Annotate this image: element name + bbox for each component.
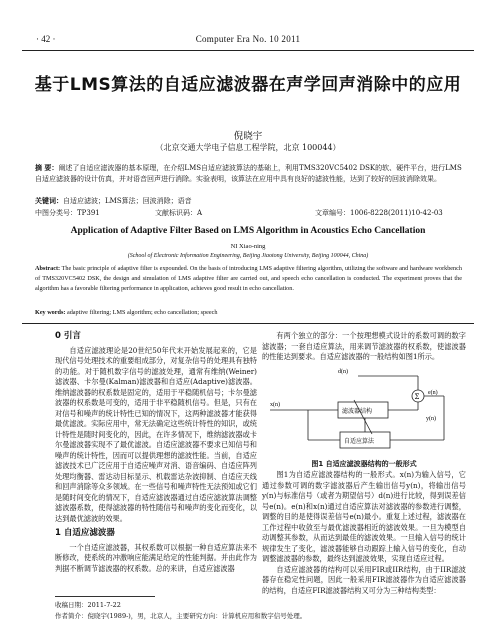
abstract-en-label: Abstract: — [35, 265, 61, 272]
diagram-label-d: d(n) — [338, 369, 348, 375]
received-date: 收稿日期：2011-7-22 — [55, 601, 121, 609]
section-0-heading: 0 引言 — [55, 331, 81, 341]
right-paragraph-2: 图1为自适应滤波器结构的一般形式。x(n)为输入信号，它通过参数可调的数字滤波器后产生输出信号y(n)，将输出信号y(n)与标准信号（或者为期望信号）d(n)进行比较，得到误差信号e(n)。e(n)和x(n)通过自适应算法对滤波器的参数进行调整，调整的目的是使得误差信号e(n)最小。重复上述过程，滤波器在工作过程中收敛至与最优滤波器相近的滤波效果。一旦为模型自动调整其参数，从而达到最佳的滤波效果。一旦输入信号的统计规律发生了变化，滤波器能够自动跟踪上输入信号的变化，自动调整滤波器的参数，最终达到滤波效果，实现自适应过程。 — [262, 470, 466, 563]
article-title-en: Application of Adaptive Filter Based on LMS Algorithm in Acoustics Echo Cancellation — [70, 226, 426, 236]
adaptive-filter-diagram — [268, 364, 454, 452]
keywords-cn-label: 关键词： — [35, 196, 63, 205]
abstract-cn-label: 摘 要： — [35, 163, 59, 172]
keywords-cn-text: 自适应滤波；LMS算法；回波消除；语音 — [63, 197, 192, 205]
algorithm-box-label: 自适应算法 — [344, 438, 375, 445]
keywords-cn — [35, 196, 462, 206]
keywords-en-text: adaptive filtering; LMS algorithm; echo cancellation; speech — [66, 309, 218, 316]
abstract-rule — [22, 323, 474, 324]
diagram-label-y: y(n) — [426, 416, 436, 422]
sum-symbol: Σ — [414, 393, 420, 401]
figure-caption: 图1 自适应滤波器结构的一般形式 — [311, 460, 417, 468]
abstract-en-text: The basic principle of adaptive filter is expounded. On the basis of introducing LMS adaptive filtering algorithm, utilizing the software and hardware workbench of TMS320VC5402 DSK, the design and simulation of LMS adaptive filter are carried out, and speech echo cancellation is conducted. The experiment proves that the algorithm has a favorable filtering performance in application, achieves good result in echo cancellation. — [35, 265, 462, 292]
keywords-en — [35, 309, 462, 316]
clc-number: 中图分类号：TP391 — [35, 209, 100, 217]
filter-box-label: 滤波器结构 — [342, 408, 373, 415]
doc-code: 文献标识码：A — [155, 209, 203, 217]
diagram-label-e: e(n) — [428, 390, 438, 396]
right-paragraph-1: 有两个独立的部分：一个按理想模式设计的系数可调的数字滤波器；一套自适应算法，用来调节滤波器的权系数，使滤波器的性能达到要求。自适应滤波器的一般结构如图1所示。 — [262, 331, 466, 361]
page-number: · 42 · — [36, 34, 56, 44]
running-header — [22, 34, 474, 48]
article-title-cn: 基于LMS算法的自适应滤波器在声学回声消除中的应用 — [34, 75, 462, 95]
diagram-label-x: x(n) — [270, 402, 280, 408]
right-column-top — [262, 331, 466, 363]
footnote-rule — [55, 596, 155, 597]
affiliation-cn: （北京交通大学电子信息工程学院，北京 100044） — [155, 143, 341, 152]
left-column — [55, 331, 257, 574]
right-column-bottom — [262, 470, 466, 596]
author-cn: 倪晓宇 — [233, 131, 263, 142]
section-1-paragraph: 一个自适应滤波器，其权系数可以根据一种自适应算法来不断修改，使系统的冲激响应能满足给定的性能判据。并由此作为判据不断调节滤波器的权系数。总的来讲，自适应滤波器 — [55, 542, 257, 573]
abstract-cn — [35, 162, 462, 185]
journal-issue: Computer Era No. 10 2011 — [195, 34, 301, 44]
section-1-heading: 1 自适应滤波器 — [55, 528, 115, 538]
abstract-cn-text: 阐述了自适应滤波器的基本原理，在介绍LMS自适应滤波算法的基础上，利用TMS320VC5402 DSK的软、硬件平台，进行LMS自适应滤波器的设计仿真，并对语音回声进行消除。实验表明，该算法在应用中具有良好的滤波性能，达到了较好的回波消除效果。 — [35, 164, 462, 183]
affiliation-en: (School of Electronic Information Engineering, Beijing Jiaotong University, Beijing 100044, China) — [127, 253, 369, 259]
header-rule — [22, 50, 474, 51]
article-number: 文章编号：1006-8228(2011)10-42-03 — [315, 209, 443, 217]
footnote — [55, 600, 465, 622]
section-0-paragraph: 自适应滤波理论是20世纪50年代末开始发展起来的，它是现代信号处理技术的重要组成部分，对复杂信号的处理具有独特的功能。对于随机数字信号的滤波处理，通常有维纳(Weiner)滤波器、卡尔曼(Kalman)滤波器和自适应(Adaptive)滤波器。维纳滤波器的权系数是固定的，适用于平稳随机信号；卡尔曼滤波器的权系数是可变的，适用于非平稳随机信号。但是，只有在对信号和噪声的统计特性已知的情况下，这两种滤波器才能获得最优滤波。实际应用中，常无法确定这些统计特性的知识，或统计特性是随时间变化的，因此，在许多情况下，维纳滤波器或卡尔曼滤波器实现不了最优滤波。自适应滤波器不要求已知信号和噪声的统计特性，因而可以提供理想的滤波性能。当前，自适应滤波技术已广泛应用于自适应噪声对消、语音编码、自适应阵列处理均衡器、雷达动目标显示、机载雷达杂波抑制、自适应天线和回声消除等众多领域。在一些信号和噪声特性无法预知或它们是随时间变化的情况下，自适应滤波器通过自适应滤波算法调整滤波器系数，使得滤波器的特性随信号和噪声的变化而变化，以达到最优滤波的效果。 — [55, 345, 257, 523]
abstract-en — [35, 264, 462, 294]
right-paragraph-3: 自适应滤波器的结构可以采用FIR或IIR结构，由于IIR滤波器存在稳定性问题，因此一般采用FIR滤波器作为自适应滤波器的结构，自适应FIR滤波器结构又可分为三种结构类型： — [262, 564, 466, 595]
author-en: NI Xiao-ning — [230, 243, 266, 250]
author-bio: 作者简介：倪晓宇(1989-)，男，北京人，主要研究方向：计算机应用和数字信号处理。 — [55, 612, 307, 620]
keywords-en-label: Key words: — [35, 309, 66, 316]
